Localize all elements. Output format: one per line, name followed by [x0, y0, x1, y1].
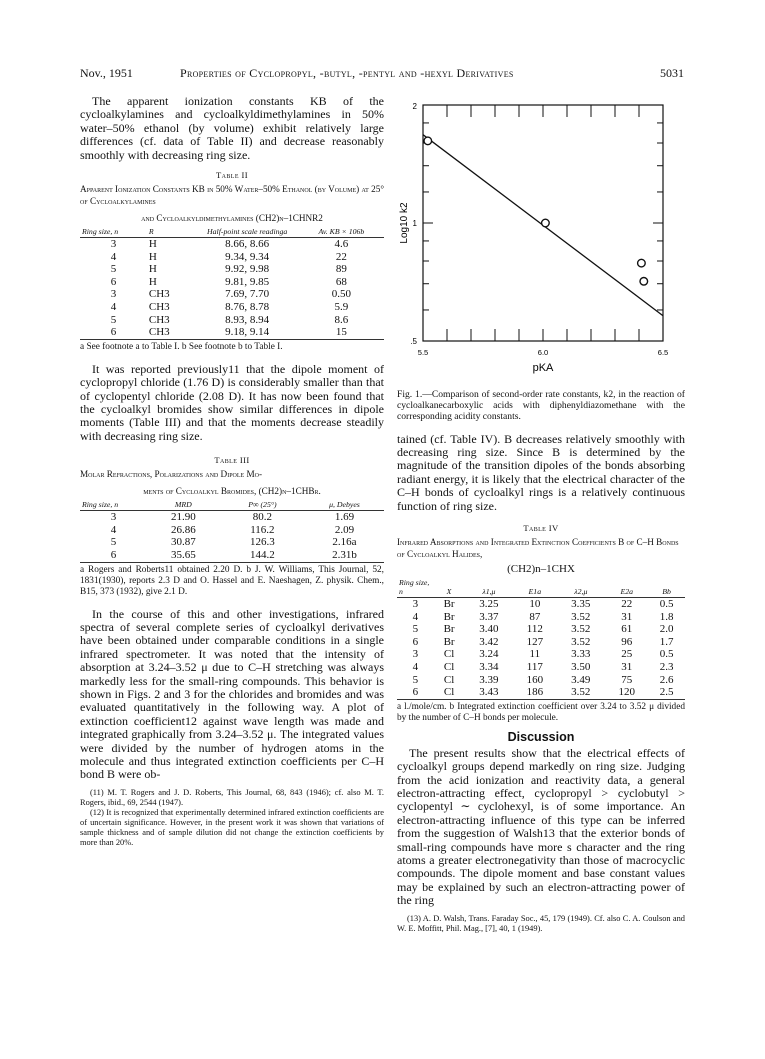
paragraph-ionization: The apparent ionization constants KB of the cycloalkylamines and cycloalkyldimethylamines in 50% water–50% ethanol (by volume) exhibit relatively large differences (cf. data of Table II) and decrease reasonably smoothly with decreasing ring size.: [80, 94, 384, 162]
table-2-cell: 68: [335, 275, 347, 288]
table-4-cell: 2.0: [659, 623, 674, 636]
table-4-row: [397, 636, 685, 649]
section-heading-discussion: Discussion: [507, 729, 575, 744]
paragraph-extinction: tained (cf. Table IV). B decreases relatively smoothly with decreasing ring size. Since B is determined by the magnitude of the transition dipoles of the bonds absorbing radiant energy, it is likely that the electrical character of the C–H bonds of cycloalkyl rings is a relatively continuous function of ring size.: [397, 431, 685, 513]
table-4-cell: 3.52: [571, 635, 591, 648]
table-4-cell: 2.6: [659, 673, 674, 686]
table-3: [80, 500, 384, 562]
table-4-cell: 6: [397, 686, 434, 699]
table-4-cell: 22: [621, 598, 633, 611]
paragraph-discussion: The present results show that the electrical effects of cycloalkyl groups depend markedly on ring size. Judging from the acid ionization and reactivity data, a general electron-attracting effect, cyclopropyl > cyclobutyl > cyclopentyl ∼ cyclohexyl, is of some importance. An electron-attracting influence of this type can be inferred from the suggestion of Walsh13 that the exterior bonds of small-ring compounds have more s character and the ring atoms a greater electronegativity than those of macrocyclic compounds. The dipole moment and base constant values may be explained by such an electron-attracting power of the ring: [397, 745, 685, 908]
table-2-cell: CH3: [148, 301, 170, 313]
table-4-cell: Br: [443, 635, 455, 648]
table-4-cell: Br: [443, 610, 455, 623]
table-4-cell: 61: [621, 623, 633, 636]
x-tick-label: 6.0: [537, 348, 549, 357]
table-4-cell: 2.3: [659, 661, 674, 674]
table-4-cell: 11: [529, 648, 541, 661]
table-4-cell: 0.5: [659, 648, 674, 661]
table-4-row: [397, 598, 685, 611]
y-tick-label: .5: [410, 337, 417, 346]
table-2-cell: H: [148, 275, 157, 288]
table-3-header: MRD: [147, 500, 220, 511]
table-3-row: [80, 536, 384, 549]
table-3-cell: 2.16a: [332, 536, 357, 549]
data-point: [638, 259, 646, 267]
y-tick-label: 1: [412, 219, 417, 228]
table-4-cell: 3: [412, 648, 419, 661]
table-2-row: [80, 251, 384, 264]
table-2-cell: 89: [335, 263, 347, 276]
table-2-cell: 22: [335, 250, 347, 263]
table-2-row: [80, 301, 384, 314]
table-4-cell: 96: [621, 635, 633, 648]
table-2-cell: 9.18, 9.14: [196, 326, 299, 339]
table-3-cell: 35.65: [147, 549, 220, 562]
figure-1: [397, 95, 685, 385]
table-4: [397, 578, 685, 700]
table-4-cell: Br: [443, 598, 455, 611]
table-3-cell: 30.87: [170, 536, 196, 549]
table-4-cell: 4: [412, 661, 419, 674]
table-2-header: Av. KB × 106b: [299, 227, 384, 238]
table-2-header: Half-point scale readinga: [196, 227, 299, 238]
table-4-header: λ1,μ: [464, 578, 513, 598]
table-4-cell: 160: [526, 673, 544, 686]
table-2-cell: 4: [110, 250, 117, 263]
table-4-cell: 3: [412, 598, 419, 611]
table-4-row: [397, 648, 685, 661]
table-4-cell: 3.52: [571, 623, 591, 636]
reference-11: (11) M. T. Rogers and J. D. Roberts, This Journal, 68, 843 (1946); cf. also M. T. Rogers, ibid., 69, 2544 (1947).: [80, 787, 384, 807]
right-column: [397, 95, 685, 934]
table-2-title-cont: and Cycloalkyldimethylamines (CH2)n–1CHNR2: [141, 213, 323, 224]
table-4-cell: 3.33: [571, 648, 591, 661]
table-3-header: μ, Debyes: [305, 500, 384, 511]
table-3-cell: 2.31b: [305, 549, 384, 562]
header-date: Nov., 1951: [80, 66, 133, 80]
table-3-cell: 21.90: [170, 511, 196, 524]
table-4-formula: (CH2)n–1CHX: [507, 563, 575, 576]
table-4-cell: 3.25: [479, 598, 499, 611]
table-4-header: Ring size, n: [397, 578, 434, 598]
table-4-cell: 31: [621, 610, 633, 623]
table-3-cell: 116.2: [250, 523, 275, 536]
table-2-number: Table II: [216, 170, 248, 181]
table-4-cell: 0.5: [659, 598, 674, 611]
table-2-cell: CH3: [147, 326, 196, 339]
paragraph-dipole: It was reported previously11 that the dipole moment of cyclopropyl chloride (1.76 D) is considerably smaller than that of cyclopentyl chloride (2.08 D). It has now been found that the cycloalkyl bromides show similar differences in dipole moments (Table III) and that the moments decrease steadily with decreasing ring size.: [80, 361, 384, 443]
table-2-row: [80, 288, 384, 301]
reference-13: (13) A. D. Walsh, Trans. Faraday Soc., 45, 179 (1949). Cf. also C. A. Coulson and W. E. Moffitt, Phil. Mag., [7], 40, 1 (1949).: [397, 913, 685, 933]
table-2-cell: 5: [110, 263, 117, 276]
table-3-cell: 5: [110, 536, 117, 549]
data-point: [640, 278, 648, 286]
table-4-cell: 127: [526, 635, 544, 648]
table-2-row: [80, 326, 384, 339]
table-4-footnote: a l./mole/cm. b Integrated extinction coefficient over 3.24 to 3.52 μ divided by the number of C–H bonds per molecule.: [397, 701, 685, 723]
table-4-cell: 120: [605, 686, 648, 699]
table-3-cell: 126.3: [250, 536, 275, 549]
table-3-title-cont: ments of Cycloalkyl Bromides, (CH2)n–1CHBr.: [143, 486, 321, 497]
table-3-number: Table III: [214, 455, 250, 466]
table-2-cell: 9.92, 9.98: [225, 263, 270, 276]
table-2-cell: 5: [110, 313, 117, 326]
header-page-number: 5031: [660, 66, 684, 80]
table-2-cell: 3: [110, 238, 117, 251]
figure-1-caption: Fig. 1.—Comparison of second-order rate constants, k2, in the reaction of cycloalkanecarboxylic acids with diphenyldiazomethane with the corresponding acidity constants.: [397, 389, 685, 423]
table-2-title: Apparent Ionization Constants KB in 50% Water–50% Ethanol (by Volume) at 25° of Cycloalkylamines: [80, 184, 384, 207]
table-2-cell: 7.69, 7.70: [225, 288, 270, 301]
table-2-cell: 6: [110, 275, 117, 288]
table-2-cell: 5.9: [334, 301, 349, 313]
table-4-header: E2a: [605, 578, 648, 598]
table-4-cell: 87: [529, 610, 541, 623]
table-4-cell: 3.34: [479, 661, 499, 674]
table-4-cell: 2.5: [648, 686, 685, 699]
table-2-cell: 8.6: [334, 313, 349, 326]
table-2-cell: CH3: [148, 288, 170, 301]
table-2-cell: 9.34, 9.34: [225, 250, 270, 263]
table-3-cell: 80.2: [252, 511, 272, 524]
table-2-cell: 3: [110, 288, 117, 301]
y-axis-label: Log10 k2: [399, 202, 410, 244]
table-4-cell: 3.24: [479, 648, 499, 661]
table-4-cell: 75: [621, 673, 633, 686]
table-4-cell: 3.42: [479, 635, 499, 648]
table-4-header: λ2,μ: [556, 578, 605, 598]
x-tick-label: 6.5: [657, 348, 669, 357]
table-2-cell: H: [148, 263, 157, 276]
table-4-cell: 3.49: [571, 673, 591, 686]
table-2-row: [80, 238, 384, 251]
table-3-header: Ring size, n: [80, 500, 147, 511]
table-2-cell: H: [148, 238, 157, 251]
table-3-header: P∞ (25°): [220, 500, 305, 511]
table-2: [80, 227, 384, 340]
table-2-cell: 9.81, 9.85: [225, 275, 270, 288]
reference-12: (12) It is recognized that experimentally determined infrared extinction coefficients are of uncertain significance. However, in the present work it was shown that variations of sample thickness and of sample dilution did not change the extinction coefficients by more than 20%.: [80, 807, 384, 847]
table-3-title: Molar Refractions, Polarizations and Dipole Mo-: [80, 469, 263, 480]
table-4-row: [397, 686, 685, 699]
table-4-row: [397, 623, 685, 636]
table-4-cell: 6: [412, 635, 419, 648]
figure-1-chart: [397, 95, 685, 385]
table-4-cell: 3.37: [479, 610, 499, 623]
table-4-cell: Cl: [443, 648, 455, 661]
table-2-cell: 8.76, 8.78: [225, 301, 270, 313]
table-4-cell: 10: [529, 598, 541, 611]
table-3-cell: 2.09: [334, 523, 355, 536]
table-3-cell: 6: [80, 549, 147, 562]
running-header: [80, 66, 684, 84]
table-2-cell: CH3: [148, 313, 170, 326]
table-3-cell: 26.86: [170, 523, 196, 536]
table-4-cell: 5: [412, 673, 419, 686]
table-3-cell: 3: [110, 511, 117, 524]
table-4-cell: 31: [621, 661, 633, 674]
table-4-cell: Cl: [434, 686, 465, 699]
header-title: Properties of Cyclopropyl, -butyl, -pentyl and -hexyl Derivatives: [180, 66, 514, 80]
table-4-cell: Cl: [443, 661, 455, 674]
table-2-row: [80, 276, 384, 289]
table-4-cell: 4: [412, 610, 419, 623]
table-4-cell: 186: [513, 686, 556, 699]
table-4-row: [397, 611, 685, 624]
left-column: [80, 95, 384, 848]
table-2-cell: 4: [110, 301, 117, 313]
paragraph-infrared: In the course of this and other investigations, infrared spectra of several complete series of cycloalkyl derivatives have been obtained under comparable conditions in a single infrared spectrometer. It was noted that the intensity of absorption at 3.24–3.52 μ due to C–H stretching was always markedly less for the small-ring compounds. This behavior is shown in Figs. 2 and 3 for the chlorides and bromides and was evaluated quantitatively in the following way. A plot of extinction coefficient12 against wave length was made and integrated graphically from 3.24–3.52 μ. The integrated values were divided by the number of hydrogen atoms in the molecule and thus integrated extinction coefficients per C–H bond B were ob-: [80, 606, 384, 782]
table-4-cell: 3.35: [571, 598, 591, 611]
table-4-cell: 112: [526, 623, 543, 636]
table-4-cell: Br: [443, 623, 455, 636]
table-3-row: [80, 549, 384, 562]
table-2-row: [80, 263, 384, 276]
table-4-cell: Cl: [443, 673, 455, 686]
table-4-cell: 5: [412, 623, 419, 636]
table-4-cell: 117: [526, 661, 543, 674]
table-2-cell: H: [148, 250, 157, 263]
table-4-cell: 1.8: [659, 610, 674, 623]
table-2-cell: 6: [80, 326, 147, 339]
table-2-header: R: [147, 227, 196, 238]
table-2-cell: 0.50: [331, 288, 352, 301]
table-4-cell: 1.7: [659, 635, 674, 648]
table-4-row: [397, 661, 685, 674]
table-4-cell: 3.39: [479, 673, 499, 686]
x-axis-label: pKA: [532, 362, 554, 374]
table-4-header: Bb: [648, 578, 685, 598]
table-3-cell: 4: [110, 523, 117, 536]
table-3-row: [80, 524, 384, 537]
table-2-cell: 8.93, 8.94: [225, 313, 270, 326]
table-4-header: X: [434, 578, 465, 598]
table-2-footnote: a See footnote a to Table I. b See footnote b to Table I.: [80, 341, 283, 352]
data-point: [424, 137, 432, 145]
table-3-row: [80, 511, 384, 524]
table-4-cell: 25: [621, 648, 633, 661]
table-3-footnote: a Rogers and Roberts11 obtained 2.20 D. b J. W. Williams, This Journal, 52, 1831(1930), reports 2.3 D and O. Hassel and E. Naeshagen, Z. physik. Chem., B15, 373 (1932), give 2.1 D.: [80, 564, 384, 597]
table-4-cell: 3.52: [571, 610, 591, 623]
table-2-cell: 4.6: [334, 238, 349, 251]
table-2-cell: 15: [299, 326, 384, 339]
table-3-cell: 1.69: [334, 511, 355, 524]
table-2-cell: 8.66, 8.66: [225, 238, 270, 251]
table-3-cell: 144.2: [220, 549, 305, 562]
x-tick-label: 5.5: [417, 348, 429, 357]
table-4-cell: 3.43: [464, 686, 513, 699]
table-2-row: [80, 314, 384, 327]
table-4-number: Table IV: [523, 523, 559, 534]
table-4-row: [397, 674, 685, 687]
table-4-cell: 3.50: [571, 661, 591, 674]
table-4-cell: 3.52: [556, 686, 605, 699]
y-tick-label: 2: [412, 102, 417, 111]
table-4-cell: 3.40: [479, 623, 499, 636]
table-4-title: Infrared Absorptions and Integrated Extinction Coefficients B of C–H Bonds of Cycloalkyl Halides,: [397, 537, 679, 560]
data-point: [542, 219, 550, 227]
table-2-header: Ring size, n: [80, 227, 147, 238]
table-4-header: E1a: [513, 578, 556, 598]
